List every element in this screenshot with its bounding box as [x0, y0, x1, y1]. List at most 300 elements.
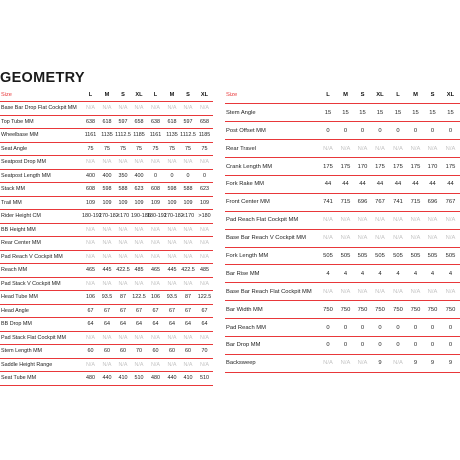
table-cell: N/A — [354, 283, 371, 301]
table-row — [0, 331, 213, 345]
table-cell: 445 — [99, 264, 115, 278]
table-row — [225, 175, 460, 193]
row-label: Seat Angle — [0, 142, 82, 156]
table-cell: 170 — [354, 158, 371, 176]
table-cell: N/A — [147, 102, 164, 116]
table-cell: N/A — [164, 237, 180, 251]
table-cell: N/A — [99, 223, 115, 237]
table-cell: 750 — [354, 301, 371, 319]
table-cell: 60 — [180, 345, 196, 359]
table-row — [0, 102, 213, 116]
table-cell: 4 — [337, 265, 354, 283]
table-cell: 0 — [180, 169, 196, 183]
table-row — [0, 196, 213, 210]
table-row — [225, 301, 460, 319]
row-label: Rear Center MM — [0, 237, 82, 251]
table-cell: N/A — [337, 211, 354, 229]
table-cell: N/A — [389, 283, 407, 301]
table-cell: 44 — [354, 175, 371, 193]
table-cell: N/A — [147, 156, 164, 170]
table-row — [225, 140, 460, 158]
table-cell: 422.5 — [180, 264, 196, 278]
table-cell: 9 — [441, 354, 460, 372]
table-cell: 44 — [337, 175, 354, 193]
table-row — [225, 247, 460, 265]
table-cell: N/A — [131, 237, 147, 251]
table-cell: N/A — [337, 229, 354, 247]
table-cell: N/A — [180, 250, 196, 264]
table-cell: 696 — [424, 193, 441, 211]
size-column-header: M — [99, 88, 115, 102]
table-cell: 109 — [164, 196, 180, 210]
table-cell: 767 — [371, 193, 389, 211]
table-cell: 0 — [371, 319, 389, 337]
table-cell: 175 — [389, 158, 407, 176]
table-row — [0, 318, 213, 332]
table-cell: N/A — [99, 250, 115, 264]
table-cell: 87 — [180, 291, 196, 305]
size-column-header: XL — [196, 88, 213, 102]
table-cell: 623 — [196, 183, 213, 197]
table-cell: 0 — [424, 336, 441, 354]
table-cell: 70 — [131, 345, 147, 359]
table-cell: 9 — [371, 354, 389, 372]
table-cell: N/A — [147, 237, 164, 251]
row-label: Seat Tube MM — [0, 372, 82, 386]
geometry-table-right — [225, 86, 460, 373]
table-cell: 505 — [319, 247, 337, 265]
table-cell: N/A — [180, 156, 196, 170]
table-cell: 4 — [407, 265, 424, 283]
table-cell: 741 — [319, 193, 337, 211]
table-cell: 106 — [147, 291, 164, 305]
table-cell: N/A — [82, 237, 99, 251]
table-cell: 175 — [407, 158, 424, 176]
table-cell: 64 — [164, 318, 180, 332]
table-cell: 0 — [389, 336, 407, 354]
row-label: Rider Height CM — [0, 210, 82, 224]
table-cell: N/A — [115, 223, 131, 237]
table-cell: 410 — [115, 372, 131, 386]
table-cell: N/A — [354, 229, 371, 247]
table-row — [0, 264, 213, 278]
row-label: Seatpost Length MM — [0, 169, 82, 183]
table-cell: 87 — [115, 291, 131, 305]
table-cell: N/A — [99, 358, 115, 372]
table-cell: 0 — [424, 122, 441, 140]
table-cell: 400 — [99, 169, 115, 183]
table-cell: 485 — [196, 264, 213, 278]
table-cell: 15 — [354, 104, 371, 122]
table-row — [0, 372, 213, 386]
row-label: BB Drop MM — [0, 318, 82, 332]
size-header: Size — [225, 86, 319, 104]
table-cell: 75 — [196, 142, 213, 156]
table-cell: N/A — [196, 277, 213, 291]
table-cell: N/A — [82, 277, 99, 291]
size-column-header: M — [164, 88, 180, 102]
table-cell: 109 — [147, 196, 164, 210]
table-cell: 9 — [424, 354, 441, 372]
table-cell: N/A — [441, 283, 460, 301]
table-cell: 64 — [196, 318, 213, 332]
row-label: Post Offset MM — [225, 122, 319, 140]
table-cell: 44 — [389, 175, 407, 193]
table-cell: 9 — [407, 354, 424, 372]
row-label: BB Height MM — [0, 223, 82, 237]
table-cell: 15 — [389, 104, 407, 122]
table-row — [0, 223, 213, 237]
table-cell: 715 — [407, 193, 424, 211]
table-row — [0, 291, 213, 305]
table-row — [0, 129, 213, 143]
table-row — [225, 283, 460, 301]
table-cell: 440 — [99, 372, 115, 386]
table-cell: 170-182 — [99, 210, 115, 224]
table-cell: N/A — [196, 250, 213, 264]
table-row — [0, 115, 213, 129]
row-label: Base Bar Reach V Cockpit MM — [225, 229, 319, 247]
row-label: Top Tube MM — [0, 115, 82, 129]
table-row — [225, 336, 460, 354]
table-cell: N/A — [196, 358, 213, 372]
table-row — [0, 183, 213, 197]
table-row — [225, 265, 460, 283]
row-label: Stack MM — [0, 183, 82, 197]
table-cell: N/A — [319, 229, 337, 247]
table-row — [225, 354, 460, 372]
table-cell: N/A — [147, 250, 164, 264]
table-cell: 15 — [424, 104, 441, 122]
table-cell: N/A — [115, 237, 131, 251]
table-cell: 750 — [371, 301, 389, 319]
table-cell: N/A — [196, 331, 213, 345]
table-cell: 93.5 — [164, 291, 180, 305]
size-column-header: L — [82, 88, 99, 102]
table-cell: N/A — [407, 283, 424, 301]
table-cell: N/A — [389, 229, 407, 247]
table-cell: N/A — [131, 331, 147, 345]
table-cell: 598 — [164, 183, 180, 197]
table-cell: 4 — [319, 265, 337, 283]
table-cell: 44 — [371, 175, 389, 193]
table-cell: 598 — [99, 183, 115, 197]
table-row — [225, 211, 460, 229]
table-cell: N/A — [319, 283, 337, 301]
table-cell: N/A — [147, 331, 164, 345]
table-cell: 75 — [131, 142, 147, 156]
table-cell: 1112.5 — [180, 129, 196, 143]
table-cell: 400 — [131, 169, 147, 183]
table-cell: 15 — [441, 104, 460, 122]
table-cell: 64 — [115, 318, 131, 332]
row-label: Pad Reach Flat Cockpit MM — [225, 211, 319, 229]
table-cell: 190-186 — [131, 210, 147, 224]
table-cell: 109 — [180, 196, 196, 210]
table-cell: 67 — [164, 304, 180, 318]
table-cell: 422.5 — [115, 264, 131, 278]
table-cell: 608 — [82, 183, 99, 197]
table-cell: N/A — [164, 102, 180, 116]
table-cell: 465 — [82, 264, 99, 278]
table-cell: 67 — [131, 304, 147, 318]
row-label: Base Bar Drop Flat Cockpit MM — [0, 102, 82, 116]
row-label: Fork Length MM — [225, 247, 319, 265]
table-cell: 1185 — [131, 129, 147, 143]
table-cell: 4 — [424, 265, 441, 283]
table-cell: 15 — [319, 104, 337, 122]
table-cell: 0 — [319, 319, 337, 337]
table-cell: 505 — [407, 247, 424, 265]
table-cell: 175 — [371, 158, 389, 176]
table-cell: 741 — [389, 193, 407, 211]
table-cell: 0 — [354, 319, 371, 337]
size-column-header: L — [147, 88, 164, 102]
table-cell: 109 — [82, 196, 99, 210]
table-row — [0, 142, 213, 156]
table-row — [0, 277, 213, 291]
table-cell: N/A — [99, 277, 115, 291]
row-label: Reach MM — [0, 264, 82, 278]
table-cell: 44 — [424, 175, 441, 193]
table-cell: N/A — [164, 156, 180, 170]
table-cell: 67 — [82, 304, 99, 318]
table-cell: N/A — [180, 223, 196, 237]
size-column-header: S — [180, 88, 196, 102]
table-cell: N/A — [115, 358, 131, 372]
table-cell: 67 — [99, 304, 115, 318]
table-cell: 180-192 — [147, 210, 164, 224]
size-column-header: S — [354, 86, 371, 104]
table-cell: N/A — [407, 211, 424, 229]
table-cell: 15 — [337, 104, 354, 122]
table-cell: 75 — [99, 142, 115, 156]
table-cell: N/A — [164, 277, 180, 291]
row-label: Saddle Height Range — [0, 358, 82, 372]
table-cell: N/A — [115, 331, 131, 345]
table-cell: N/A — [196, 156, 213, 170]
table-cell: N/A — [389, 211, 407, 229]
table-cell: N/A — [354, 354, 371, 372]
table-row — [225, 104, 460, 122]
table-cell: 175 — [319, 158, 337, 176]
table-cell: 0 — [441, 122, 460, 140]
table-cell: 480 — [147, 372, 164, 386]
table-cell: 0 — [441, 319, 460, 337]
table-row — [0, 210, 213, 224]
table-cell: 608 — [147, 183, 164, 197]
table-cell: 750 — [407, 301, 424, 319]
table-cell: 0 — [354, 122, 371, 140]
table-cell: 400 — [82, 169, 99, 183]
table-cell: 175 — [441, 158, 460, 176]
table-cell: 0 — [354, 336, 371, 354]
table-cell: N/A — [164, 250, 180, 264]
geometry-table-left — [0, 88, 213, 386]
table-cell: N/A — [164, 331, 180, 345]
table-cell: 588 — [180, 183, 196, 197]
table-cell: N/A — [389, 354, 407, 372]
table-cell: 0 — [337, 319, 354, 337]
table-cell: 64 — [131, 318, 147, 332]
table-cell: 505 — [441, 247, 460, 265]
table-cell: 170 — [424, 158, 441, 176]
table-cell: N/A — [82, 250, 99, 264]
table-cell: 658 — [196, 115, 213, 129]
table-cell: N/A — [319, 140, 337, 158]
table-header-row — [225, 86, 460, 104]
size-column-header: XL — [371, 86, 389, 104]
table-cell: 75 — [147, 142, 164, 156]
table-cell: 1161 — [82, 129, 99, 143]
table-cell: N/A — [424, 140, 441, 158]
table-cell: N/A — [319, 354, 337, 372]
table-cell: N/A — [147, 223, 164, 237]
size-column-header: M — [337, 86, 354, 104]
table-cell: <170 — [115, 210, 131, 224]
table-cell: N/A — [180, 358, 196, 372]
table-cell: 0 — [196, 169, 213, 183]
table-row — [0, 304, 213, 318]
table-cell: 505 — [337, 247, 354, 265]
row-label: Pad Reach V Cockpit MM — [0, 250, 82, 264]
size-column-header: XL — [131, 88, 147, 102]
table-cell: 750 — [319, 301, 337, 319]
table-cell: N/A — [164, 223, 180, 237]
table-cell: 122.5 — [131, 291, 147, 305]
table-cell: 1185 — [196, 129, 213, 143]
table-cell: 109 — [131, 196, 147, 210]
table-cell: 1135 — [164, 129, 180, 143]
table-cell: 0 — [319, 336, 337, 354]
table-cell: N/A — [82, 331, 99, 345]
table-cell: 64 — [82, 318, 99, 332]
table-cell: 0 — [164, 169, 180, 183]
row-label: Rear Travel — [225, 140, 319, 158]
table-cell: 175 — [337, 158, 354, 176]
table-cell: N/A — [371, 229, 389, 247]
row-label: Stem Angle — [225, 104, 319, 122]
table-cell: 4 — [389, 265, 407, 283]
table-cell: 658 — [131, 115, 147, 129]
table-cell: 440 — [164, 372, 180, 386]
table-cell: N/A — [354, 211, 371, 229]
table-cell: 618 — [164, 115, 180, 129]
table-cell: N/A — [371, 211, 389, 229]
table-cell: 750 — [337, 301, 354, 319]
table-cell: N/A — [115, 277, 131, 291]
table-cell: 750 — [441, 301, 460, 319]
table-cell: N/A — [319, 211, 337, 229]
table-cell: 60 — [115, 345, 131, 359]
table-row — [0, 358, 213, 372]
table-cell: 60 — [99, 345, 115, 359]
row-label: Seatpost Drop MM — [0, 156, 82, 170]
table-cell: N/A — [147, 277, 164, 291]
table-cell: N/A — [131, 358, 147, 372]
table-cell: N/A — [131, 277, 147, 291]
table-cell: 44 — [407, 175, 424, 193]
table-cell: N/A — [371, 140, 389, 158]
table-row — [0, 156, 213, 170]
table-cell: N/A — [131, 223, 147, 237]
row-label: Trail MM — [0, 196, 82, 210]
table-row — [225, 319, 460, 337]
table-cell: 618 — [99, 115, 115, 129]
table-cell: N/A — [337, 354, 354, 372]
table-cell: N/A — [441, 229, 460, 247]
table-row — [225, 158, 460, 176]
table-cell: N/A — [115, 156, 131, 170]
row-label: Bar Rise MM — [225, 265, 319, 283]
table-cell: N/A — [164, 358, 180, 372]
size-column-header: L — [389, 86, 407, 104]
table-cell: 93.5 — [99, 291, 115, 305]
table-cell: 60 — [164, 345, 180, 359]
row-label: Head Angle — [0, 304, 82, 318]
table-cell: N/A — [407, 140, 424, 158]
table-cell: N/A — [99, 237, 115, 251]
table-cell: 4 — [354, 265, 371, 283]
table-cell: N/A — [180, 102, 196, 116]
table-cell: 15 — [407, 104, 424, 122]
table-cell: 485 — [131, 264, 147, 278]
table-row — [225, 229, 460, 247]
size-column-header: L — [319, 86, 337, 104]
table-cell: 60 — [82, 345, 99, 359]
table-cell: N/A — [424, 211, 441, 229]
table-cell: 1161 — [147, 129, 164, 143]
row-label: Bar Drop MM — [225, 336, 319, 354]
table-cell: 180-192 — [82, 210, 99, 224]
table-cell: 1112.5 — [115, 129, 131, 143]
table-cell: 15 — [371, 104, 389, 122]
row-label: Bar Width MM — [225, 301, 319, 319]
table-cell: 750 — [424, 301, 441, 319]
table-cell: N/A — [82, 358, 99, 372]
table-cell: 44 — [319, 175, 337, 193]
table-cell: 70 — [196, 345, 213, 359]
table-cell: 44 — [441, 175, 460, 193]
row-label: Base Bar Reach Flat Cockpit MM — [225, 283, 319, 301]
table-cell: 0 — [147, 169, 164, 183]
table-cell: <170 — [180, 210, 196, 224]
table-cell: 638 — [82, 115, 99, 129]
table-row — [0, 237, 213, 251]
table-cell: 67 — [196, 304, 213, 318]
row-label: Wheelbase MM — [0, 129, 82, 143]
table-cell: 0 — [389, 319, 407, 337]
table-cell: 480 — [82, 372, 99, 386]
table-cell: N/A — [389, 140, 407, 158]
table-cell: N/A — [196, 102, 213, 116]
table-cell: N/A — [115, 102, 131, 116]
table-cell: N/A — [424, 229, 441, 247]
table-cell: 67 — [180, 304, 196, 318]
table-cell: 4 — [371, 265, 389, 283]
table-cell: 445 — [164, 264, 180, 278]
table-cell: 0 — [424, 319, 441, 337]
table-cell: 75 — [115, 142, 131, 156]
table-cell: 60 — [147, 345, 164, 359]
table-cell: N/A — [99, 156, 115, 170]
table-cell: 623 — [131, 183, 147, 197]
table-cell: 350 — [115, 169, 131, 183]
table-row — [0, 169, 213, 183]
table-cell: 750 — [389, 301, 407, 319]
table-cell: N/A — [82, 102, 99, 116]
table-cell: 106 — [82, 291, 99, 305]
